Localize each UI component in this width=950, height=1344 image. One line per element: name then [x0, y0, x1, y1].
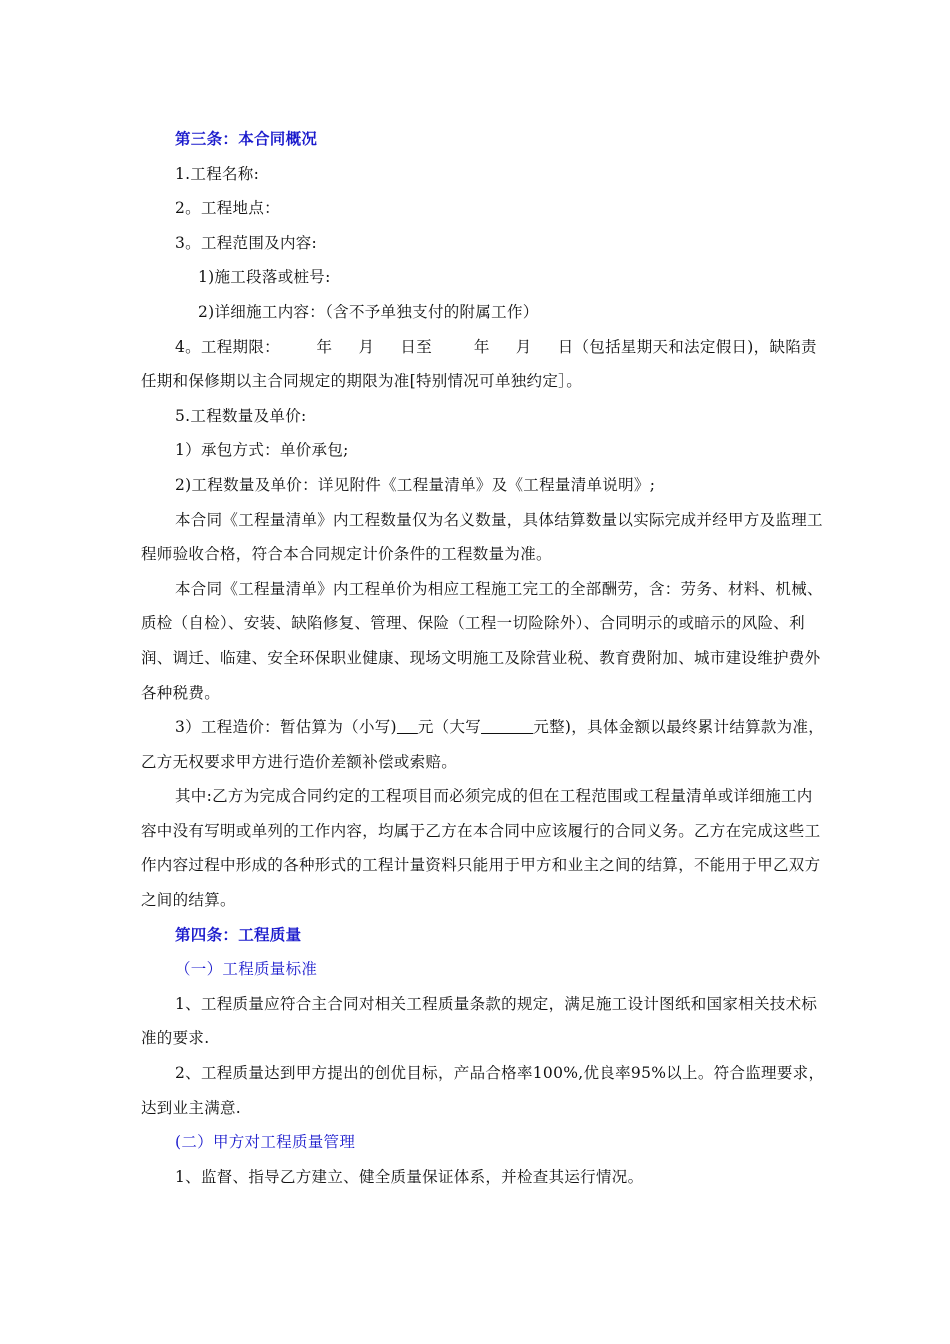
- cost-blank-words: [481, 718, 533, 736]
- cost-text-b: 元（大写: [417, 718, 482, 737]
- quality-management-title: (二）甲方对工程质量管理: [175, 1133, 356, 1152]
- unit-price-paragraph: 本合同《工程量清单》内工程单价为相应工程施工完工的全部酬劳，含：劳务、材料、机械、质检（自检）、安装、缺陷修复、管理、保险（工程一切险除外）、合同明示的或暗示的风险、利润、调迁、临建、安全环保职业健康、现场文明施工及除营业税、教育费附加、城市建设维护费外各种税费。: [141, 579, 823, 702]
- management-item-1: 1、监督、指导乙方建立、健全质量保证体系，并检查其运行情况。: [175, 1167, 644, 1186]
- cost-text-a: 3）工程造价：暂估算为（小写): [175, 718, 397, 737]
- quantity-price-detail-line: 2)工程数量及单价：详见附件《工程量清单》及《工程量清单说明》;: [175, 475, 656, 494]
- quality-item-1: 1、工程质量应符合主合同对相关工程质量条款的规定，满足施工设计图纸和国家相关技术标准的要求.: [141, 994, 818, 1048]
- cost-blank-figures: [397, 718, 418, 736]
- project-name-line: 1.工程名称:: [175, 164, 260, 183]
- article-3-title: 第三条：本合同概况: [175, 129, 318, 148]
- quantity-paragraph: 本合同《工程量清单》内工程数量仅为名义数量，具体结算数量以实际完成并经甲方及监理工程师验收合格，符合本合同规定计价条件的工程数量为准。: [141, 510, 823, 564]
- quality-item-2: 2、工程质量达到甲方提出的创优目标，产品合格率100%,优良率95%以上。符合监理要求，达到业主满意.: [141, 1064, 825, 1117]
- other-work-paragraph: 其中:乙方为完成合同约定的工程项目而必须完成的但在工程范围或工程量清单或详细施工内容中没有写明或单列的工作内容，均属于乙方在本合同中应该履行的合同义务。乙方在完成这些工作内容过程中形成的各种形式的工程计量资料只能用于甲方和业主之间的结算，不能用于甲乙双方之间的结算。: [141, 787, 821, 910]
- article-4-title: 第四条：工程质量: [175, 924, 302, 944]
- document-body: [141, 122, 825, 1194]
- project-location-line: 2。工程地点：: [175, 199, 280, 218]
- cost-text-c: 元整)，具体金额以最终累计结算款为准，乙方无权要求甲方进行造价差额补偿或索赔。: [141, 718, 825, 771]
- scope-detail-line: 2)详细施工内容：（含不予单独支付的附属工作）: [198, 302, 539, 321]
- quality-standard-title: （一）工程质量标准: [175, 960, 318, 979]
- scope-section-line: 1)施工段落或桩号:: [198, 268, 331, 287]
- cost-paragraph: [141, 710, 825, 779]
- project-period-paragraph: 4。工程期限： 年 月 日至 年 月 日（包括星期天和法定假日)，缺陷责任期和保修期以主合同规定的期限为准[特别情况可单独约定］。: [141, 337, 817, 391]
- project-scope-line: 3。工程范围及内容:: [175, 233, 318, 252]
- contract-method-line: 1）承包方式：单价承包;: [175, 441, 349, 460]
- quantity-price-line: 5.工程数量及单价:: [175, 406, 307, 425]
